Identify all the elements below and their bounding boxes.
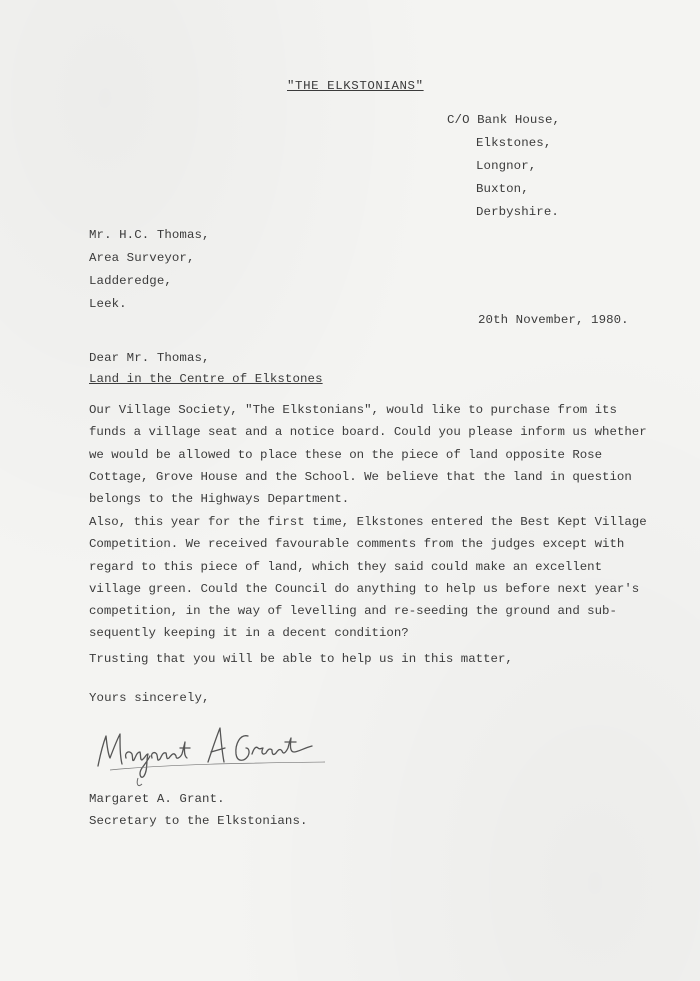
recipient-line: Mr. H.C. Thomas, bbox=[89, 228, 210, 242]
salutation: Dear Mr. Thomas, bbox=[89, 351, 210, 365]
recipient-line: Area Surveyor, bbox=[89, 251, 195, 265]
subject-line: Land in the Centre of Elkstones bbox=[89, 372, 323, 386]
sender-address-line: Buxton, bbox=[476, 182, 529, 196]
body-line: we would be allowed to place these on the piece of land opposite Rose bbox=[89, 447, 603, 462]
body-line: Competition. We received favourable comments from the judges except with bbox=[89, 537, 625, 552]
body-line: Also, this year for the first time, Elkstones entered the Best Kept Village bbox=[89, 515, 647, 529]
body-line: village green. Could the Council do anything to help us before next year's bbox=[89, 581, 640, 596]
body-paragraph bbox=[89, 399, 664, 510]
body-line: belongs to the Highways Department. bbox=[89, 492, 350, 507]
typed-signatory-name: Margaret A. Grant. bbox=[89, 792, 225, 806]
body-line: funds a village seat and a notice board. Could you please inform us whether bbox=[89, 425, 647, 440]
signatory-title: Secretary to the Elkstonians. bbox=[89, 814, 308, 828]
sender-address-line: Longnor, bbox=[476, 159, 537, 173]
letter-date: 20th November, 1980. bbox=[478, 313, 629, 327]
body-line: Trusting that you will be able to help us in this matter, bbox=[89, 652, 513, 666]
closing: Yours sincerely, bbox=[89, 691, 210, 705]
letter-header: "THE ELKSTONIANS" bbox=[287, 79, 424, 93]
sender-address-line: Derbyshire. bbox=[476, 205, 559, 219]
body-line: Our Village Society, "The Elkstonians", would like to purchase from its bbox=[89, 403, 617, 417]
body-paragraph bbox=[89, 511, 664, 645]
recipient-line: Ladderedge, bbox=[89, 274, 172, 288]
recipient-line: Leek. bbox=[89, 297, 127, 311]
body-paragraph bbox=[89, 648, 664, 670]
body-line: sequently keeping it in a decent condition? bbox=[89, 626, 409, 641]
body-line: Cottage, Grove House and the School. We believe that the land in question bbox=[89, 469, 632, 484]
body-line: competition, in the way of levelling and re-seeding the ground and sub- bbox=[89, 604, 617, 619]
sender-address-line: Elkstones, bbox=[476, 136, 552, 150]
sender-address-line: C/O Bank House, bbox=[447, 113, 561, 127]
handwritten-signature bbox=[90, 718, 330, 788]
body-line: regard to this piece of land, which they said could make an excellent bbox=[89, 559, 603, 574]
